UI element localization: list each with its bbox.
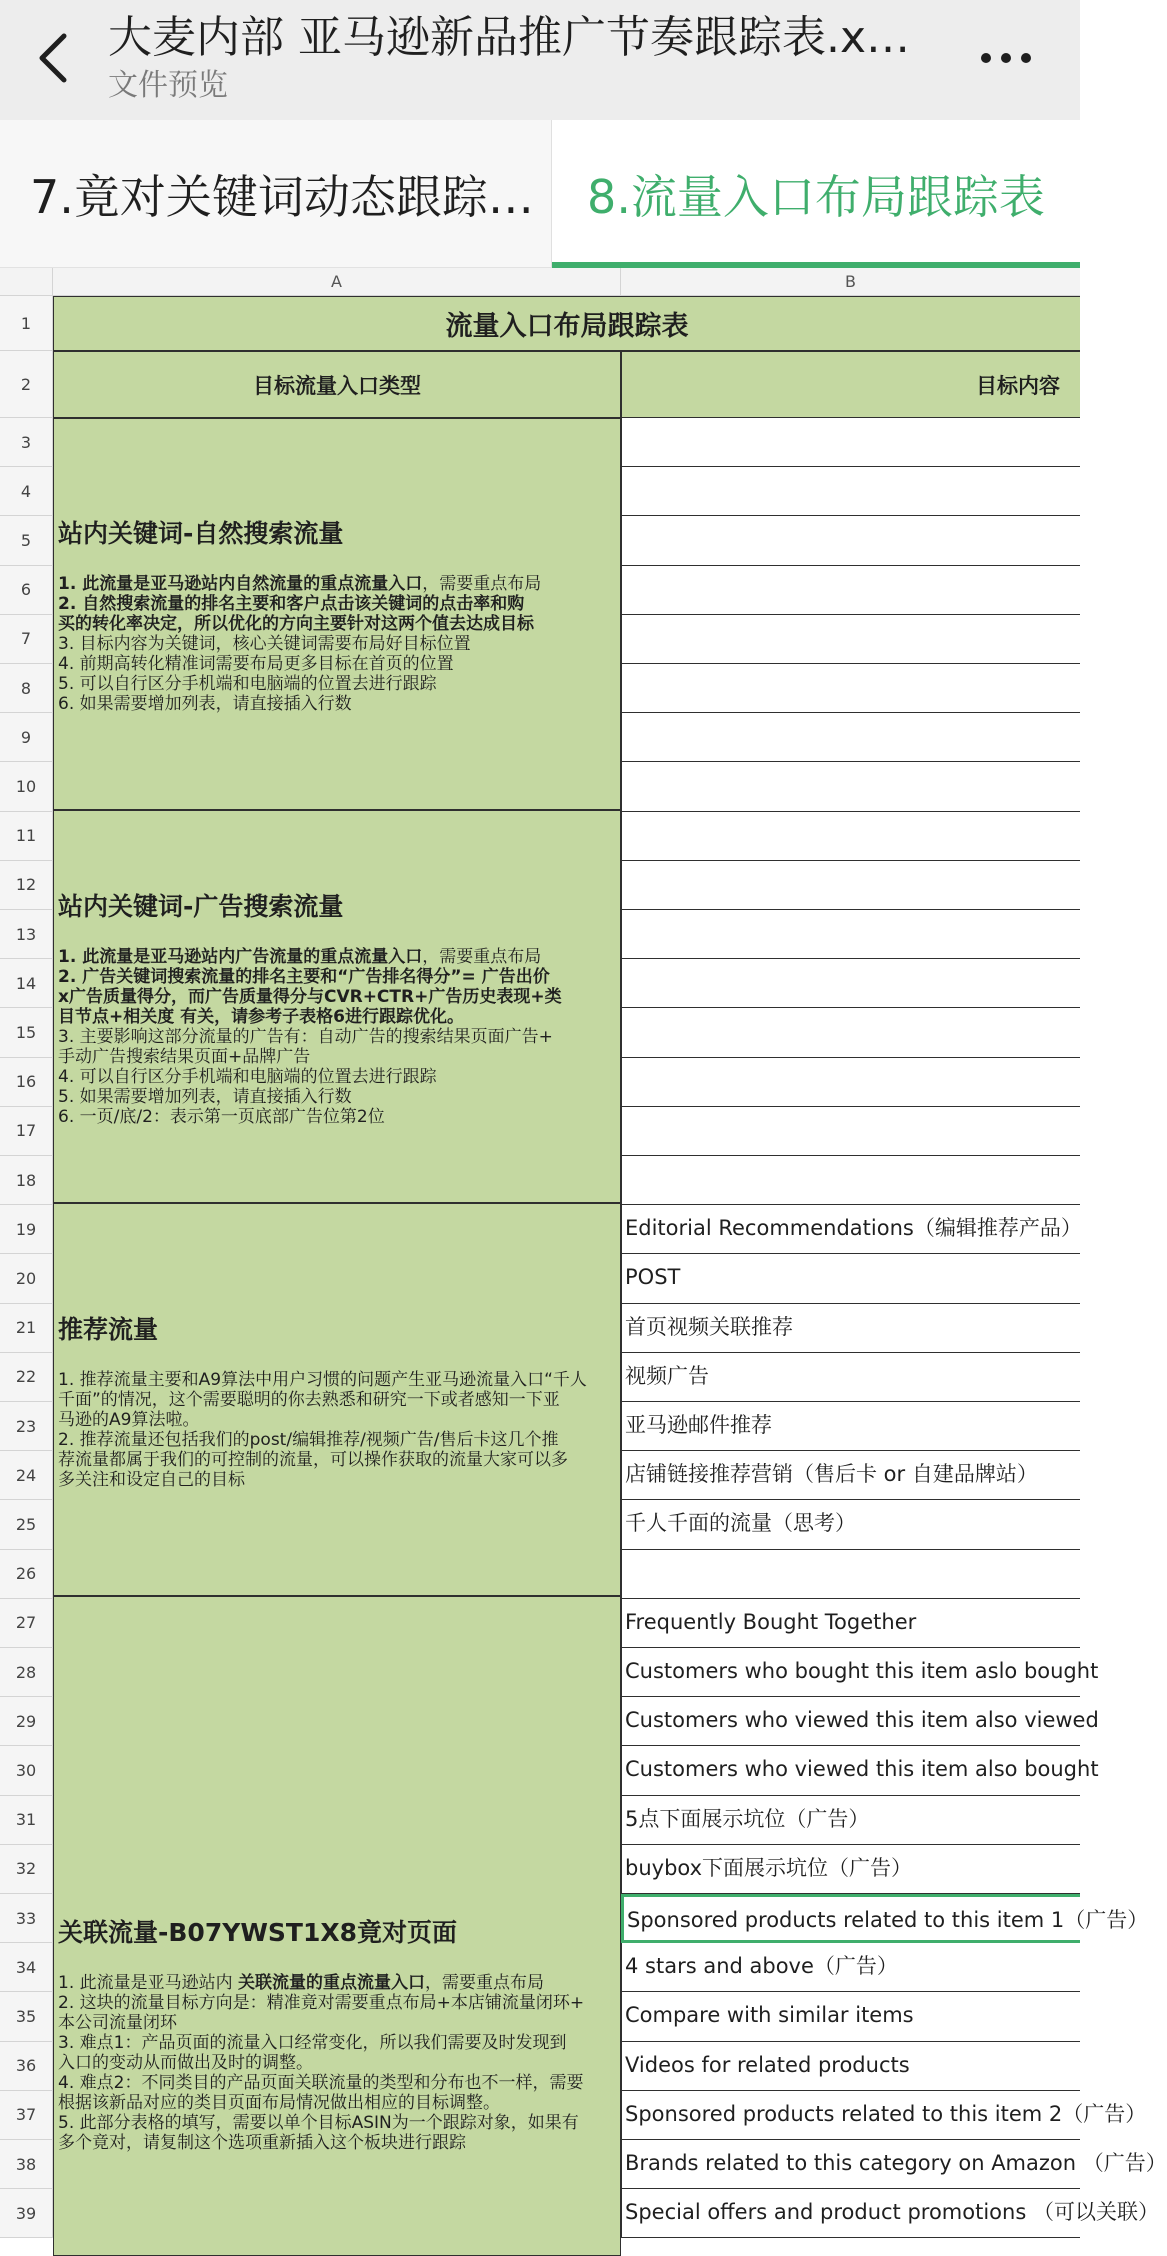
- row-header[interactable]: 23: [0, 1402, 53, 1451]
- note-line: x广告质量得分，而广告质量得分与CVR+CTR+广告历史表现+类: [58, 986, 562, 1007]
- note-line: 目节点+相关度 有关，请参考子表格6进行跟踪优化。: [58, 1006, 464, 1027]
- note-line: 2. 推荐流量还包括我们的post/编辑推荐/视频广告/售后卡这几个推: [58, 1429, 559, 1450]
- table-cell[interactable]: [621, 861, 1080, 910]
- note-line: 5. 如果需要增加列表，请直接插入行数: [58, 1086, 352, 1107]
- row-header[interactable]: 3: [0, 418, 53, 467]
- table-cell[interactable]: [621, 713, 1080, 762]
- table-cell[interactable]: Frequently Bought Together: [621, 1599, 1080, 1648]
- row-header[interactable]: 2: [0, 351, 53, 418]
- table-cell[interactable]: [621, 762, 1080, 811]
- section-title: 关联流量-B07YWST1X8竟对页面: [58, 1918, 458, 1947]
- row-header[interactable]: 12: [0, 861, 53, 910]
- table-cell[interactable]: 5点下面展示坑位（广告）: [621, 1796, 1080, 1845]
- note-line: 荐流量都属于我们的可控制的流量，可以操作获取的流量大家可以多: [58, 1449, 568, 1470]
- note-line: 多个竟对，请复制这个选项重新插入这个板块进行跟踪: [58, 2133, 466, 2153]
- table-cell[interactable]: Customers who bought this item aslo bought: [621, 1648, 1080, 1697]
- header-a-label: 目标流量入口类型: [253, 373, 421, 398]
- file-title: 大麦内部 亚马逊新品推广节奏跟踪表.x…: [108, 12, 911, 63]
- note-line: 1. 此流量是亚马逊站内自然流量的重点流量入口，需要重点布局: [58, 574, 542, 594]
- table-cell[interactable]: 亚马逊邮件推荐: [621, 1402, 1080, 1451]
- row-header[interactable]: 7: [0, 615, 53, 664]
- row-header[interactable]: 34: [0, 1943, 53, 1992]
- note-line: 2. 广告关键词搜索流量的排名主要和“广告排名得分”= 广告出价: [58, 966, 550, 987]
- table-cell[interactable]: Customers who viewed this item also bought: [621, 1746, 1080, 1795]
- section-title: 站内关键词-广告搜索流量: [58, 891, 344, 921]
- sheet-title: 流量入口布局跟踪表: [445, 311, 689, 342]
- table-cell[interactable]: 视频广告: [621, 1353, 1080, 1402]
- row-header[interactable]: 39: [0, 2189, 53, 2238]
- more-options-icon[interactable]: [976, 38, 1036, 78]
- row-header[interactable]: 5: [0, 516, 53, 565]
- row-header[interactable]: 17: [0, 1107, 53, 1156]
- row-header[interactable]: 15: [0, 1008, 53, 1057]
- row-header[interactable]: 29: [0, 1697, 53, 1746]
- row-header[interactable]: 33: [0, 1894, 53, 1943]
- note-line: 4. 前期高转化精准词需要布局更多目标在首页的位置: [58, 654, 454, 674]
- note-line: 1. 此流量是亚马逊站内 关联流量的重点流量入口，需要重点布局: [58, 1973, 545, 1993]
- header-cell-a[interactable]: [53, 351, 621, 418]
- row-header[interactable]: 14: [0, 959, 53, 1008]
- file-subtitle: 文件预览: [108, 68, 228, 103]
- section-recommendation[interactable]: [53, 1203, 621, 1596]
- row-header[interactable]: 19: [0, 1205, 53, 1254]
- table-cell[interactable]: [621, 1008, 1080, 1057]
- row-header[interactable]: 6: [0, 566, 53, 615]
- table-cell[interactable]: [621, 812, 1080, 861]
- table-cell[interactable]: 千人千面的流量（思考）: [621, 1500, 1080, 1549]
- row-header[interactable]: 8: [0, 664, 53, 713]
- note-line: 3. 难点1：产品页面的流量入口经常变化，所以我们需要及时发现到: [58, 2033, 567, 2053]
- row-header[interactable]: 1: [0, 296, 53, 351]
- table-cell[interactable]: Special offers and product promotions （可以关联）: [621, 2189, 1080, 2238]
- row-header[interactable]: 26: [0, 1550, 53, 1599]
- row-header[interactable]: 21: [0, 1304, 53, 1353]
- note-line: 1. 推荐流量主要和A9算法中用户习惯的问题产生亚马逊流量入口“千人: [58, 1369, 587, 1390]
- note-line: 4. 难点2：不同类目的产品页面关联流量的类型和分布也不一样，需要: [58, 2073, 584, 2093]
- back-arrow-icon[interactable]: [30, 28, 80, 88]
- row-header[interactable]: 16: [0, 1058, 53, 1107]
- row-header[interactable]: 18: [0, 1156, 53, 1205]
- note-line: 千面”的情况，这个需要聪明的你去熟悉和研究一下或者感知一下亚: [58, 1389, 560, 1410]
- note-line: 2. 这块的流量目标方向是：精准竟对需要重点布局+本店铺流量闭环+: [58, 1993, 585, 2013]
- table-cell[interactable]: [621, 664, 1080, 713]
- tab-competitor-keywords[interactable]: 7.竟对关键词动态跟踪…: [30, 170, 534, 224]
- row-header[interactable]: 38: [0, 2140, 53, 2189]
- section-title: 推荐流量: [58, 1314, 159, 1344]
- section-organic-search[interactable]: [53, 418, 621, 810]
- sheet-title-cell[interactable]: [53, 296, 1080, 351]
- table-cell[interactable]: [621, 467, 1080, 516]
- sheet-tabs: [0, 120, 1080, 268]
- note-line: 6. 如果需要增加列表，请直接插入行数: [58, 694, 352, 714]
- row-header[interactable]: 24: [0, 1451, 53, 1500]
- table-cell[interactable]: 首页视频关联推荐: [621, 1304, 1080, 1353]
- table-cell[interactable]: [621, 418, 1080, 467]
- tab-traffic-entry[interactable]: [551, 120, 1080, 268]
- column-header-a[interactable]: A: [53, 268, 621, 296]
- row-header[interactable]: 22: [0, 1353, 53, 1402]
- section-title: 站内关键词-自然搜索流量: [58, 519, 344, 548]
- row-header[interactable]: 20: [0, 1254, 53, 1303]
- row-header[interactable]: 36: [0, 2042, 53, 2091]
- table-cell[interactable]: [621, 1156, 1080, 1205]
- note-line: 5. 可以自行区分手机端和电脑端的位置去进行跟踪: [58, 674, 437, 694]
- note-line: 4. 可以自行区分手机端和电脑端的位置去进行跟踪: [58, 1066, 437, 1087]
- table-cell[interactable]: [621, 1550, 1080, 1599]
- note-line: 入口的变动从而做出及时的调整。: [58, 2053, 313, 2073]
- selected-cell[interactable]: Sponsored products related to this item 1（广告）: [621, 1894, 1080, 1943]
- tab-traffic-entry-label: 8.流量入口布局跟踪表: [587, 170, 1045, 224]
- table-cell[interactable]: [621, 910, 1080, 959]
- row-header[interactable]: 32: [0, 1845, 53, 1894]
- row-header[interactable]: 13: [0, 910, 53, 959]
- note-line: 1. 此流量是亚马逊站内广告流量的重点流量入口，需要重点布局: [58, 946, 542, 967]
- table-cell[interactable]: buybox下面展示坑位（广告）: [621, 1845, 1080, 1894]
- table-cell[interactable]: [621, 959, 1080, 1008]
- table-cell[interactable]: [621, 1058, 1080, 1107]
- sheet-corner[interactable]: [0, 268, 53, 296]
- note-line: 手动广告搜索结果页面+品牌广告: [58, 1046, 311, 1067]
- row-header[interactable]: 28: [0, 1648, 53, 1697]
- table-cell[interactable]: 4 stars and above（广告）: [621, 1943, 1080, 1992]
- note-line: 马逊的A9算法啦。: [58, 1409, 200, 1430]
- table-cell[interactable]: Compare with similar items: [621, 1992, 1080, 2041]
- table-cell[interactable]: Videos for related products: [621, 2042, 1080, 2091]
- note-line: 买的转化率决定，所以优化的方向主要针对这两个值去达成目标: [58, 614, 534, 634]
- table-cell[interactable]: [621, 516, 1080, 565]
- note-line: 6. 一页/底/2：表示第一页底部广告位第2位: [58, 1106, 385, 1127]
- table-cell[interactable]: Sponsored products related to this item 2（广告）: [621, 2091, 1080, 2140]
- row-header[interactable]: 35: [0, 1992, 53, 2041]
- column-header-b[interactable]: B: [621, 268, 1080, 296]
- note-line: 根据该新品对应的类目页面布局情况做出相应的目标调整。: [58, 2093, 500, 2113]
- table-cell[interactable]: POST: [621, 1254, 1080, 1303]
- note-line: 3. 主要影响这部分流量的广告有：自动广告的搜索结果页面广告+: [58, 1026, 553, 1047]
- note-line: 多关注和设定自己的目标: [58, 1469, 245, 1490]
- row-header[interactable]: 27: [0, 1599, 53, 1648]
- header-b-label: 目标内容: [976, 373, 1060, 398]
- section-related[interactable]: [53, 1596, 621, 2256]
- row-header[interactable]: 31: [0, 1796, 53, 1845]
- note-line: 2. 自然搜索流量的排名主要和客户点击该关键词的点击率和购: [58, 594, 525, 614]
- table-cell[interactable]: 店铺链接推荐营销（售后卡 or 自建品牌站）: [621, 1451, 1080, 1500]
- section-ad-search[interactable]: [53, 810, 621, 1203]
- row-header[interactable]: 9: [0, 713, 53, 762]
- top-bar: [0, 0, 1080, 120]
- row-header[interactable]: 37: [0, 2091, 53, 2140]
- row-header[interactable]: 11: [0, 812, 53, 861]
- table-cell[interactable]: [621, 1107, 1080, 1156]
- row-header[interactable]: 25: [0, 1500, 53, 1549]
- table-cell[interactable]: Editorial Recommendations（编辑推荐产品）: [621, 1205, 1080, 1254]
- row-header[interactable]: 30: [0, 1746, 53, 1795]
- note-line: 本公司流量闭环: [58, 2013, 177, 2033]
- row-header[interactable]: 10: [0, 762, 53, 811]
- note-line: 3. 目标内容为关键词，核心关键词需要布局好目标位置: [58, 634, 471, 654]
- table-cell[interactable]: Brands related to this category on Amazon （广告）: [621, 2140, 1080, 2189]
- note-line: 5. 此部分表格的填写，需要以单个目标ASIN为一个跟踪对象，如果有: [58, 2113, 579, 2133]
- table-cell[interactable]: [621, 615, 1080, 664]
- table-cell[interactable]: [621, 566, 1080, 615]
- row-header[interactable]: 4: [0, 467, 53, 516]
- header-cell-b[interactable]: [621, 351, 1080, 418]
- table-cell[interactable]: Customers who viewed this item also viewed: [621, 1697, 1080, 1746]
